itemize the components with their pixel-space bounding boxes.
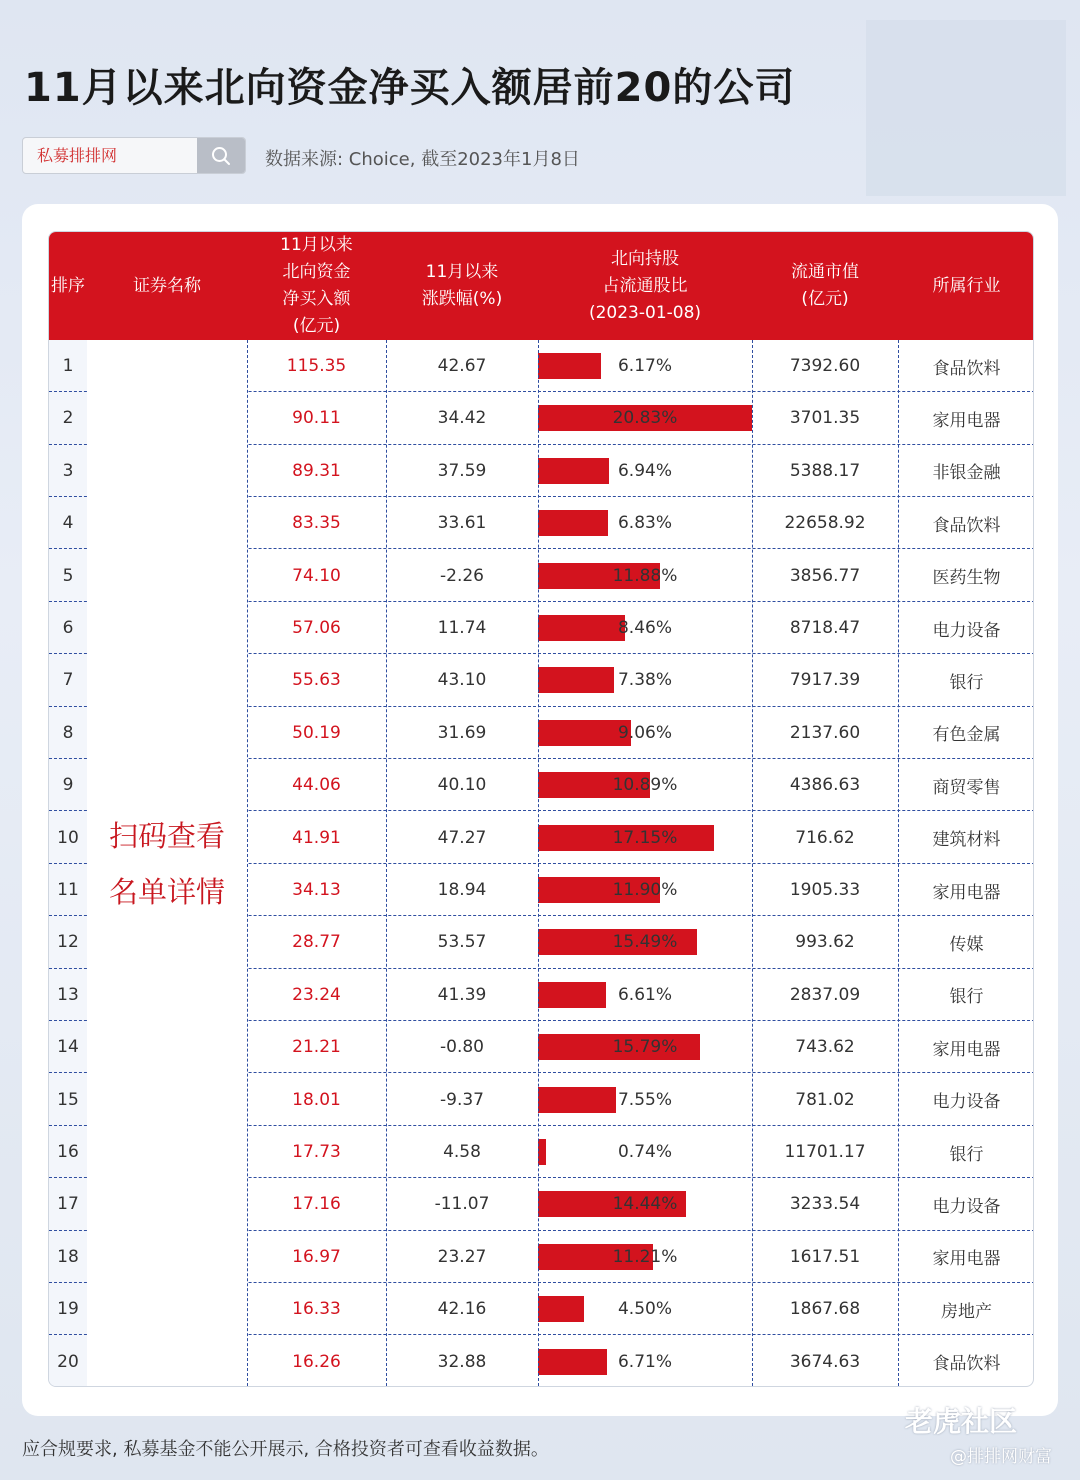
cell-industry: 银行 bbox=[949, 672, 984, 693]
cell-industry: 房地产 bbox=[941, 1301, 992, 1322]
cell-holding-ratio: 10.89% bbox=[612, 775, 678, 796]
cell-holding-ratio: 17.15% bbox=[612, 827, 678, 848]
cell-holding-ratio: 6.17% bbox=[617, 356, 672, 376]
cell-rank: 5 bbox=[62, 565, 74, 586]
header-name: 证券名称 bbox=[133, 275, 201, 296]
cell-market-cap: 2837.09 bbox=[789, 984, 861, 1005]
cell-change: 40.10 bbox=[437, 775, 487, 796]
cell-holding-ratio: 15.49% bbox=[612, 932, 678, 953]
cell-net-buy: 18.01 bbox=[292, 1089, 341, 1110]
cell-industry: 有色金属 bbox=[932, 725, 1001, 746]
cell-industry: 食品饮料 bbox=[932, 1354, 1001, 1375]
cell-net-buy: 21.21 bbox=[292, 1037, 341, 1058]
cell-market-cap: 11701.17 bbox=[784, 1142, 866, 1162]
column-divider bbox=[752, 340, 753, 1386]
cell-net-buy: 16.33 bbox=[292, 1299, 341, 1320]
decorative-panel bbox=[866, 20, 1066, 196]
cell-industry: 家用电器 bbox=[932, 882, 1001, 903]
cell-market-cap: 993.62 bbox=[795, 932, 855, 953]
cell-industry: 食品饮料 bbox=[932, 358, 1001, 379]
cell-holding-ratio: 14.44% bbox=[612, 1194, 678, 1215]
cell-industry: 家用电器 bbox=[932, 1039, 1001, 1060]
cell-industry: 家用电器 bbox=[932, 1249, 1001, 1270]
page-title: 11月以来北向资金净买入额居前20的公司 bbox=[24, 65, 796, 111]
cell-net-buy: 28.77 bbox=[292, 932, 341, 953]
cell-change: 11.74 bbox=[437, 618, 487, 638]
cell-market-cap: 716.62 bbox=[795, 827, 855, 848]
column-divider bbox=[538, 340, 539, 1386]
cell-change: 33.61 bbox=[437, 513, 487, 534]
cell-rank: 19 bbox=[57, 1299, 79, 1320]
cell-industry: 电力设备 bbox=[932, 620, 1001, 641]
cell-holding-ratio: 4.50% bbox=[617, 1299, 672, 1320]
cell-rank: 3 bbox=[62, 460, 74, 481]
cell-market-cap: 2137.60 bbox=[789, 722, 861, 743]
cell-market-cap: 7917.39 bbox=[789, 670, 861, 691]
cell-rank: 12 bbox=[57, 932, 79, 953]
cell-rank: 10 bbox=[57, 827, 79, 848]
cell-holding-ratio: 6.71% bbox=[617, 1351, 672, 1372]
header-rank: 排序 bbox=[51, 275, 85, 296]
cell-net-buy: 23.24 bbox=[292, 984, 341, 1005]
cell-market-cap: 8718.47 bbox=[789, 618, 861, 638]
search-icon bbox=[210, 145, 232, 167]
scan-note-line1: 扫码查看 bbox=[108, 819, 225, 853]
cell-rank: 1 bbox=[62, 356, 74, 376]
data-table bbox=[48, 231, 1034, 1387]
column-divider bbox=[898, 340, 899, 1386]
header-change: 11月以来 涨跌幅(%) bbox=[421, 262, 503, 309]
cell-net-buy: 34.13 bbox=[292, 880, 341, 900]
cell-holding-ratio: 11.21% bbox=[612, 1246, 678, 1267]
cell-industry: 非银金融 bbox=[932, 463, 1001, 484]
cell-change: -2.26 bbox=[440, 565, 484, 586]
cell-net-buy: 50.19 bbox=[292, 722, 341, 743]
cell-industry: 建筑材料 bbox=[932, 830, 1001, 851]
cell-change: 34.42 bbox=[437, 408, 487, 429]
cell-rank: 6 bbox=[62, 618, 74, 638]
cell-holding-ratio: 6.61% bbox=[617, 984, 672, 1005]
cell-change: -9.37 bbox=[440, 1089, 484, 1110]
cell-holding-ratio: 6.94% bbox=[617, 460, 672, 481]
cell-change: 37.59 bbox=[437, 460, 487, 481]
cell-market-cap: 1617.51 bbox=[789, 1246, 861, 1267]
column-divider bbox=[247, 340, 248, 1386]
cell-holding-ratio: 9.06% bbox=[617, 722, 672, 743]
cell-net-buy: 115.35 bbox=[286, 356, 347, 376]
cell-net-buy: 16.26 bbox=[292, 1351, 341, 1372]
cell-rank: 9 bbox=[62, 775, 74, 796]
cell-holding-ratio: 15.79% bbox=[612, 1037, 678, 1058]
cell-industry: 家用电器 bbox=[932, 410, 1001, 431]
cell-change: -0.80 bbox=[440, 1037, 484, 1058]
search-input[interactable]: 私募排排网 bbox=[37, 146, 118, 165]
cell-change: 43.10 bbox=[437, 670, 487, 691]
cell-industry: 电力设备 bbox=[932, 1092, 1001, 1113]
cell-industry: 食品饮料 bbox=[932, 515, 1001, 536]
cell-rank: 4 bbox=[62, 513, 74, 534]
scan-code-note bbox=[87, 340, 247, 1387]
cell-rank: 11 bbox=[57, 880, 79, 900]
cell-net-buy: 57.06 bbox=[292, 618, 341, 638]
cell-industry: 医药生物 bbox=[932, 568, 1001, 589]
cell-market-cap: 1905.33 bbox=[789, 880, 861, 900]
cell-change: 32.88 bbox=[437, 1351, 487, 1372]
cell-change: 47.27 bbox=[437, 827, 487, 848]
cell-holding-ratio: 8.46% bbox=[617, 618, 672, 638]
table-header bbox=[49, 232, 1034, 340]
cell-market-cap: 3856.77 bbox=[789, 565, 861, 586]
cell-holding-ratio: 7.55% bbox=[617, 1089, 672, 1110]
cell-rank: 14 bbox=[57, 1037, 79, 1058]
cell-rank: 2 bbox=[62, 408, 74, 429]
header-net-buy: 11月以来 北向资金 净买入额 (亿元) bbox=[280, 235, 353, 336]
cell-net-buy: 90.11 bbox=[292, 408, 341, 429]
cell-change: 4.58 bbox=[443, 1142, 481, 1162]
column-divider bbox=[386, 340, 387, 1386]
cell-holding-ratio: 11.90% bbox=[612, 880, 678, 900]
cell-rank: 7 bbox=[62, 670, 74, 691]
cell-industry: 传媒 bbox=[949, 934, 984, 955]
search-button[interactable] bbox=[197, 138, 245, 173]
cell-holding-ratio: 7.38% bbox=[617, 670, 672, 691]
cell-change: 41.39 bbox=[437, 984, 487, 1005]
cell-industry: 商贸零售 bbox=[932, 777, 1001, 798]
cell-net-buy: 55.63 bbox=[292, 670, 341, 691]
watermark-logo-text: 老虎社区 bbox=[905, 1405, 1018, 1438]
cell-market-cap: 4386.63 bbox=[789, 775, 861, 796]
cell-net-buy: 83.35 bbox=[292, 513, 341, 534]
cell-holding-ratio: 0.74% bbox=[617, 1142, 672, 1162]
cell-change: 31.69 bbox=[437, 722, 487, 743]
cell-net-buy: 17.16 bbox=[292, 1194, 341, 1215]
cell-rank: 16 bbox=[57, 1142, 79, 1162]
cell-market-cap: 22658.92 bbox=[784, 513, 866, 534]
cell-industry: 银行 bbox=[949, 987, 984, 1008]
cell-industry: 电力设备 bbox=[932, 1196, 1001, 1217]
cell-net-buy: 89.31 bbox=[292, 460, 341, 481]
cell-holding-ratio: 6.83% bbox=[617, 513, 672, 534]
cell-market-cap: 7392.60 bbox=[789, 356, 861, 376]
cell-market-cap: 1867.68 bbox=[789, 1299, 861, 1320]
cell-holding-ratio: 11.88% bbox=[612, 565, 678, 586]
cell-net-buy: 17.73 bbox=[292, 1142, 341, 1162]
cell-net-buy: 41.91 bbox=[292, 827, 341, 848]
cell-market-cap: 5388.17 bbox=[789, 460, 861, 481]
search-box[interactable] bbox=[22, 137, 246, 174]
header-market-cap: 流通市值 (亿元) bbox=[791, 262, 859, 309]
header-industry: 所属行业 bbox=[932, 275, 1001, 296]
cell-rank: 8 bbox=[62, 722, 74, 743]
cell-change: 23.27 bbox=[437, 1246, 487, 1267]
cell-change: -11.07 bbox=[434, 1194, 490, 1215]
watermark-handle: @排排网财富 bbox=[950, 1447, 1052, 1467]
cell-market-cap: 3674.63 bbox=[789, 1351, 861, 1372]
cell-market-cap: 781.02 bbox=[795, 1089, 855, 1110]
compliance-footer: 应合规要求, 私募基金不能公开展示, 合格投资者可查看收益数据。 bbox=[22, 1439, 549, 1460]
cell-rank: 17 bbox=[57, 1194, 79, 1215]
cell-rank: 20 bbox=[57, 1351, 79, 1372]
cell-change: 18.94 bbox=[437, 880, 487, 900]
data-source-note: 数据来源: Choice, 截至2023年1月8日 bbox=[265, 149, 580, 170]
cell-market-cap: 3701.35 bbox=[789, 408, 861, 429]
cell-change: 53.57 bbox=[437, 932, 487, 953]
cell-rank: 13 bbox=[57, 984, 79, 1005]
cell-market-cap: 743.62 bbox=[795, 1037, 855, 1058]
cell-market-cap: 3233.54 bbox=[789, 1194, 861, 1215]
cell-net-buy: 44.06 bbox=[292, 775, 341, 796]
cell-change: 42.67 bbox=[437, 356, 487, 376]
cell-holding-ratio: 20.83% bbox=[612, 408, 678, 429]
cell-industry: 银行 bbox=[949, 1144, 984, 1165]
cell-change: 42.16 bbox=[437, 1299, 487, 1320]
cell-rank: 18 bbox=[57, 1246, 79, 1267]
scan-note-line2: 名单详情 bbox=[108, 875, 225, 909]
header-holding-ratio: 北向持股 占流通股比 (2023-01-08) bbox=[588, 248, 702, 323]
cell-net-buy: 16.97 bbox=[292, 1246, 341, 1267]
cell-net-buy: 74.10 bbox=[292, 565, 341, 586]
cell-rank: 15 bbox=[57, 1089, 79, 1110]
